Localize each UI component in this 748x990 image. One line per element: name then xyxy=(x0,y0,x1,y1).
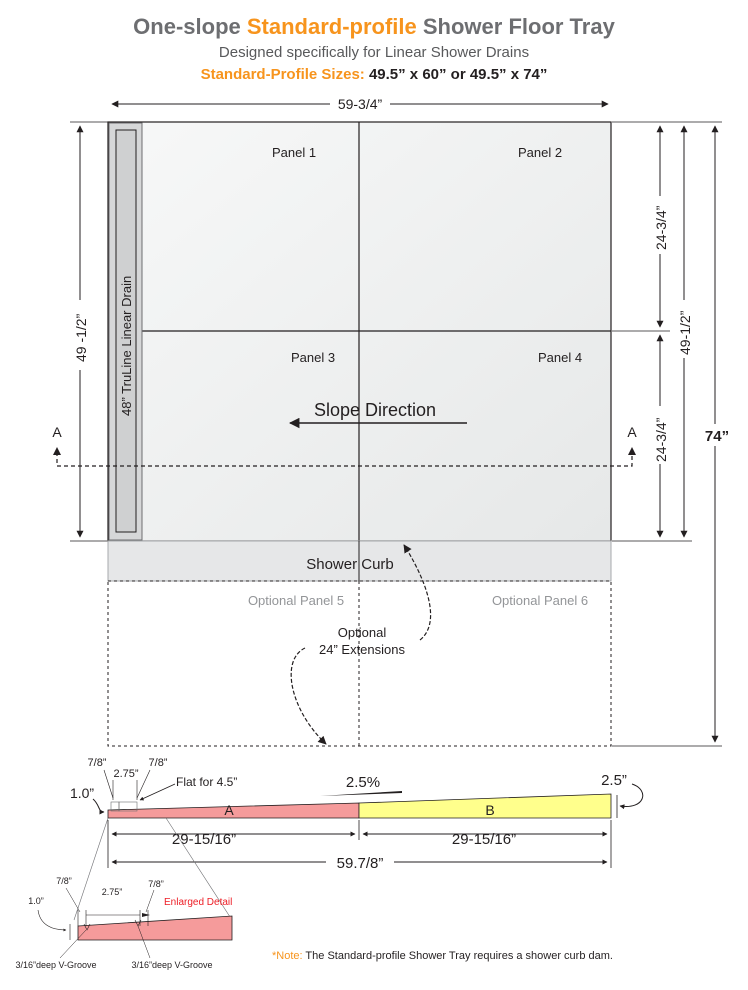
sizes-label: Standard-Profile Sizes: xyxy=(200,66,365,83)
shower-curb xyxy=(108,541,611,581)
detail-shape xyxy=(78,916,232,940)
right-dim-total-label: 49-1/2” xyxy=(677,310,693,355)
section-b-label: B xyxy=(485,802,495,818)
title-highlight: Standard-profile xyxy=(246,14,417,39)
section-mark-left: A xyxy=(52,424,62,440)
plan-width-dimension xyxy=(112,96,608,112)
section-left-height: 1.0” xyxy=(69,785,95,801)
panel-4-label: Panel 4 xyxy=(537,350,583,365)
detail-dim-2-75: 2.75” xyxy=(101,887,123,897)
panel-3-label: Panel 3 xyxy=(290,350,336,365)
extensions-label-2: 24” Extensions xyxy=(319,642,405,657)
section-half-b: 29-15/16” xyxy=(451,831,517,848)
note-text: The Standard-profile Shower Tray requires a shower curb dam. xyxy=(302,950,613,962)
flat-label: Flat for 4.5” xyxy=(176,775,238,789)
drain-label: 48” TruLine Linear Drain xyxy=(119,275,134,416)
section-mark-right: A xyxy=(627,424,637,440)
panel-1-label: Panel 1 xyxy=(271,145,317,160)
section-a-label: A xyxy=(224,802,234,818)
extensions-label-1: Optional xyxy=(337,625,387,640)
section-dim-7-8-right: 7/8” xyxy=(148,757,168,769)
note xyxy=(272,950,613,962)
page-subtitle: Designed specifically for Linear Shower Drains xyxy=(218,44,530,61)
section-right-height: 2.5” xyxy=(601,772,627,789)
right-dim-bottom-label: 24-3/4” xyxy=(653,417,669,462)
cross-section xyxy=(70,757,643,872)
tray-plan xyxy=(108,122,611,541)
right-dim-top-label: 24-3/4” xyxy=(653,205,669,250)
groove-right-label: 3/16”deep V-Groove xyxy=(131,960,213,970)
detail-dim-7-8-left: 7/8” xyxy=(56,876,72,886)
section-dim-7-8-left: 7/8” xyxy=(87,757,107,769)
slope-percent-label: 2.5% xyxy=(345,774,381,791)
left-height-dimension xyxy=(70,126,108,541)
slope-direction-label: Slope Direction xyxy=(313,400,437,420)
groove-left-label: 3/16”deep V-Groove xyxy=(15,960,97,970)
section-half-a: 29-15/16” xyxy=(171,831,237,848)
optional-panel-6-label: Optional Panel 6 xyxy=(491,593,589,608)
linear-drain xyxy=(109,123,142,540)
enlarged-detail xyxy=(15,876,232,970)
shower-curb-label: Shower Curb xyxy=(306,556,394,573)
note-prefix: *Note: xyxy=(272,950,303,962)
left-height-label: 49 -1/2” xyxy=(73,313,89,362)
overall-dim-label: 74” xyxy=(704,428,730,445)
title-prefix: One-slope xyxy=(133,14,247,39)
section-total-length: 59.7/8” xyxy=(336,855,384,872)
section-dim-2-75: 2.75” xyxy=(113,768,139,780)
title-suffix: Shower Floor Tray xyxy=(416,14,615,39)
detail-dim-7-8-right: 7/8” xyxy=(148,879,164,889)
detail-height: 1.0” xyxy=(28,896,44,906)
panel-2-label: Panel 2 xyxy=(517,145,563,160)
detail-title: Enlarged Detail xyxy=(164,897,233,908)
sizes-value: 49.5” x 60” or 49.5” x 74” xyxy=(364,66,548,83)
optional-panel-5-label: Optional Panel 5 xyxy=(247,593,345,608)
plan-width-label: 59-3/4” xyxy=(337,96,383,112)
